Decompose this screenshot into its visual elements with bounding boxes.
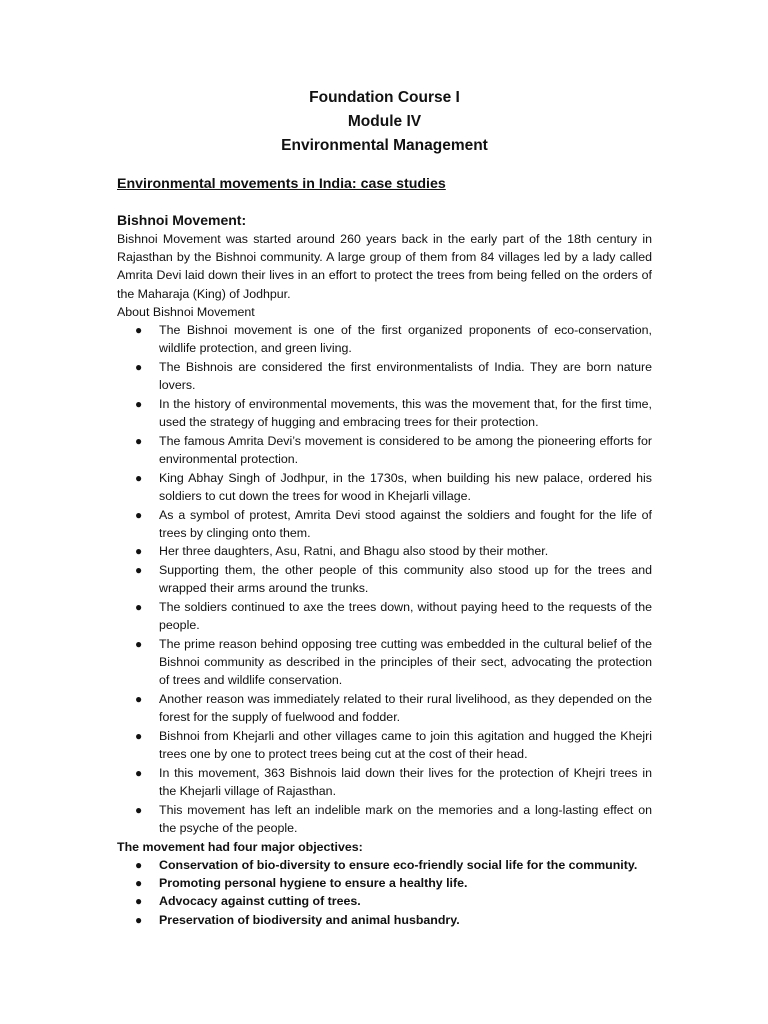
list-item: ● In the history of environmental movements, this was the movement that, for the first time, used the strategy of hugging and embracing trees for their protection.	[135, 396, 652, 430]
bullet-icon: ●	[135, 636, 143, 651]
bullet-icon: ●	[135, 802, 143, 817]
list-item: ● As a symbol of protest, Amrita Devi stood against the soldiers and fought for the life of trees by clinging onto them.	[135, 507, 652, 540]
list-item: ● This movement has left an indelible mark on the memories and a long-lasting effect on the psyche of the people.	[135, 802, 652, 835]
bullet-icon: ●	[135, 359, 143, 374]
bullet-icon: ●	[135, 396, 143, 411]
list-item: ● Conservation of bio-diversity to ensure eco-friendly social life for the community.	[117, 856, 652, 874]
list-item: ● Preservation of biodiversity and animal husbandry.	[117, 911, 652, 929]
document-page	[117, 86, 652, 929]
list-item: ● Another reason was immediately related to their rural livelihood, as they depended on the forest for the supply of fuelwood and fodder.	[135, 692, 652, 725]
list-item: ● The Bishnoi movement is one of the first organized proponents of eco-conservation, wildlife protection, and green living.	[135, 323, 652, 356]
about-label: About Bishnoi Movement	[117, 304, 255, 319]
list-item: ● Supporting them, the other people of this community also stood up for the trees and wrapped their arms around the trunks.	[135, 563, 652, 596]
course-title: Foundation Course I	[309, 89, 460, 106]
bullet-icon: ●	[135, 728, 143, 743]
objectives-list	[117, 856, 652, 929]
list-item: ● King Abhay Singh of Jodhpur, in the 1730s, when building his new palace, ordered his soldiers to cut down the trees for wood in Khejarli village.	[135, 470, 652, 503]
bullet-icon: ●	[135, 433, 143, 448]
list-item: ● Promoting personal hygiene to ensure a healthy life.	[117, 874, 652, 892]
movement-heading: Bishnoi Movement:	[117, 212, 247, 228]
intro-paragraph: Bishnoi Movement was started around 260 years back in the early part of the 18th century in Rajasthan by the Bishnoi community. A large group of them from 84 villages led by a lady called Amrita Devi laid down their lives in an effort to protect the trees from being felled on the orders of the Maharaja (King) of Jodhpur.	[117, 232, 652, 301]
bullet-icon: ●	[135, 912, 143, 927]
bullet-icon: ●	[135, 692, 143, 707]
bullet-icon: ●	[135, 470, 143, 485]
bullet-icon: ●	[135, 600, 143, 615]
list-item: ● The prime reason behind opposing tree cutting was embedded in the cultural belief of the Bishnoi community as described in the principles of their sect, advocating the protection of trees and wildlife conservation.	[135, 636, 652, 688]
bullet-icon: ●	[135, 765, 143, 780]
objectives-label: The movement had four major objectives:	[117, 839, 363, 854]
bullet-icon: ●	[135, 894, 143, 909]
bullet-icon: ●	[135, 544, 143, 559]
bullet-icon: ●	[135, 323, 143, 338]
list-item: ● Bishnoi from Khejarli and other villages came to join this agitation and hugged the Khejri trees one by one to protect trees being cut at the cost of their head.	[135, 728, 652, 762]
list-item: ● The Bishnois are considered the first environmentalists of India. They are born nature lovers.	[135, 359, 652, 393]
list-item: ● Her three daughters, Asu, Ratni, and Bhagu also stood by their mother.	[117, 542, 652, 560]
module-title: Module IV	[347, 113, 422, 130]
list-item: ● The soldiers continued to axe the trees down, without paying heed to the requests of the people.	[135, 600, 652, 633]
bullet-icon: ●	[135, 507, 143, 522]
document-title-block	[117, 86, 652, 158]
list-item: ● Advocacy against cutting of trees.	[117, 892, 652, 910]
bullet-icon: ●	[135, 876, 143, 891]
section-heading: Environmental movements in India: case studies	[117, 176, 446, 192]
list-item: ● In this movement, 363 Bishnois laid down their lives for the protection of Khejri trees in the Khejarli village of Rajasthan.	[135, 765, 652, 799]
bullet-icon: ●	[135, 857, 143, 872]
about-points-list	[117, 321, 652, 837]
bullet-icon: ●	[135, 563, 143, 578]
list-item: ● The famous Amrita Devi’s movement is considered to be among the pioneering efforts for environmental protection.	[135, 433, 652, 466]
subject-title: Environmental Management	[281, 137, 488, 154]
